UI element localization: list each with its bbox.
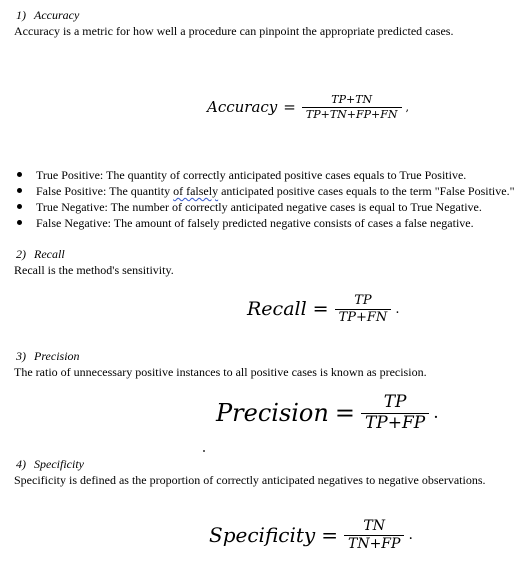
formula-numerator: TN — [363, 518, 385, 534]
list-item — [14, 216, 515, 232]
spellcheck-flagged-text[interactable]: of falsely — [173, 184, 219, 198]
formula-denominator: TN+FP — [347, 535, 401, 552]
definition-text: True Positive: The quantity of correctly anticipated positive cases equals to True Positive. — [36, 168, 467, 182]
bullet-icon — [17, 172, 22, 177]
accuracy-formula — [207, 94, 409, 120]
definition-text: True Negative: The number of correctly anticipated negative cases is equal to True Negative. — [36, 200, 482, 214]
formula-denominator: TP+TN+FP+FN — [305, 107, 398, 121]
formula-denominator: TP+FN — [338, 309, 388, 325]
definition-text: False Negative: The amount of falsely predicted negative consists of cases a false negative. — [36, 216, 474, 230]
bullet-icon — [17, 188, 22, 193]
formula-fraction — [361, 394, 429, 433]
formula-numerator: TP — [354, 293, 372, 308]
formula-punctuation: . — [408, 527, 413, 544]
section-number: 1) — [16, 8, 26, 22]
list-item — [14, 200, 515, 216]
formula-numerator: TP — [383, 392, 407, 412]
formula-fraction — [302, 94, 402, 120]
equals-sign: = — [334, 399, 355, 428]
section-title: Specificity — [34, 457, 84, 471]
section-number: 4) — [16, 457, 26, 471]
equals-sign: = — [321, 523, 338, 548]
section-heading-specificity — [16, 457, 84, 472]
list-item — [14, 184, 515, 200]
formula-denominator: TP+FP — [364, 412, 426, 433]
section-title: Recall — [34, 247, 65, 261]
formula-punctuation: , — [405, 100, 410, 114]
equals-sign: = — [312, 298, 329, 321]
section-heading-precision — [16, 349, 80, 364]
recall-description: Recall is the method's sensitivity. — [14, 263, 174, 277]
equals-sign: = — [283, 98, 296, 117]
formula-lhs: Recall — [247, 298, 307, 321]
specificity-description: Specificity is defined as the proportion of correctly anticipated negatives to negative observations. — [14, 473, 486, 487]
formula-numerator: TP+TN — [331, 93, 373, 106]
bullet-icon — [17, 204, 22, 209]
section-heading-accuracy — [16, 8, 79, 23]
section-number: 3) — [16, 349, 26, 363]
precision-description: The ratio of unnecessary positive instances to all positive cases is known as precision. — [14, 365, 427, 379]
section-title: Precision — [34, 349, 80, 363]
formula-lhs: Accuracy — [207, 98, 278, 117]
section-number: 2) — [16, 247, 26, 261]
definition-text: False Positive: The quantity — [36, 184, 174, 198]
recall-formula — [247, 294, 399, 324]
formula-punctuation: . — [433, 403, 439, 424]
section-title: Accuracy — [34, 8, 80, 22]
specificity-formula — [209, 519, 413, 551]
bullet-icon — [17, 220, 22, 225]
formula-punctuation: . — [395, 301, 400, 317]
stray-mark — [203, 450, 205, 452]
formula-fraction — [335, 294, 392, 324]
precision-formula — [216, 394, 439, 433]
definitions-list — [14, 168, 515, 232]
formula-lhs: Precision — [216, 399, 329, 428]
accuracy-description: Accuracy is a metric for how well a procedure can pinpoint the appropriate predicted cases. — [14, 24, 454, 38]
section-heading-recall — [16, 247, 65, 262]
formula-lhs: Specificity — [209, 523, 316, 548]
list-item — [14, 168, 515, 184]
formula-fraction — [344, 519, 404, 551]
definition-text-continued: anticipated positive cases equals to the term "False Positive." — [218, 184, 515, 198]
